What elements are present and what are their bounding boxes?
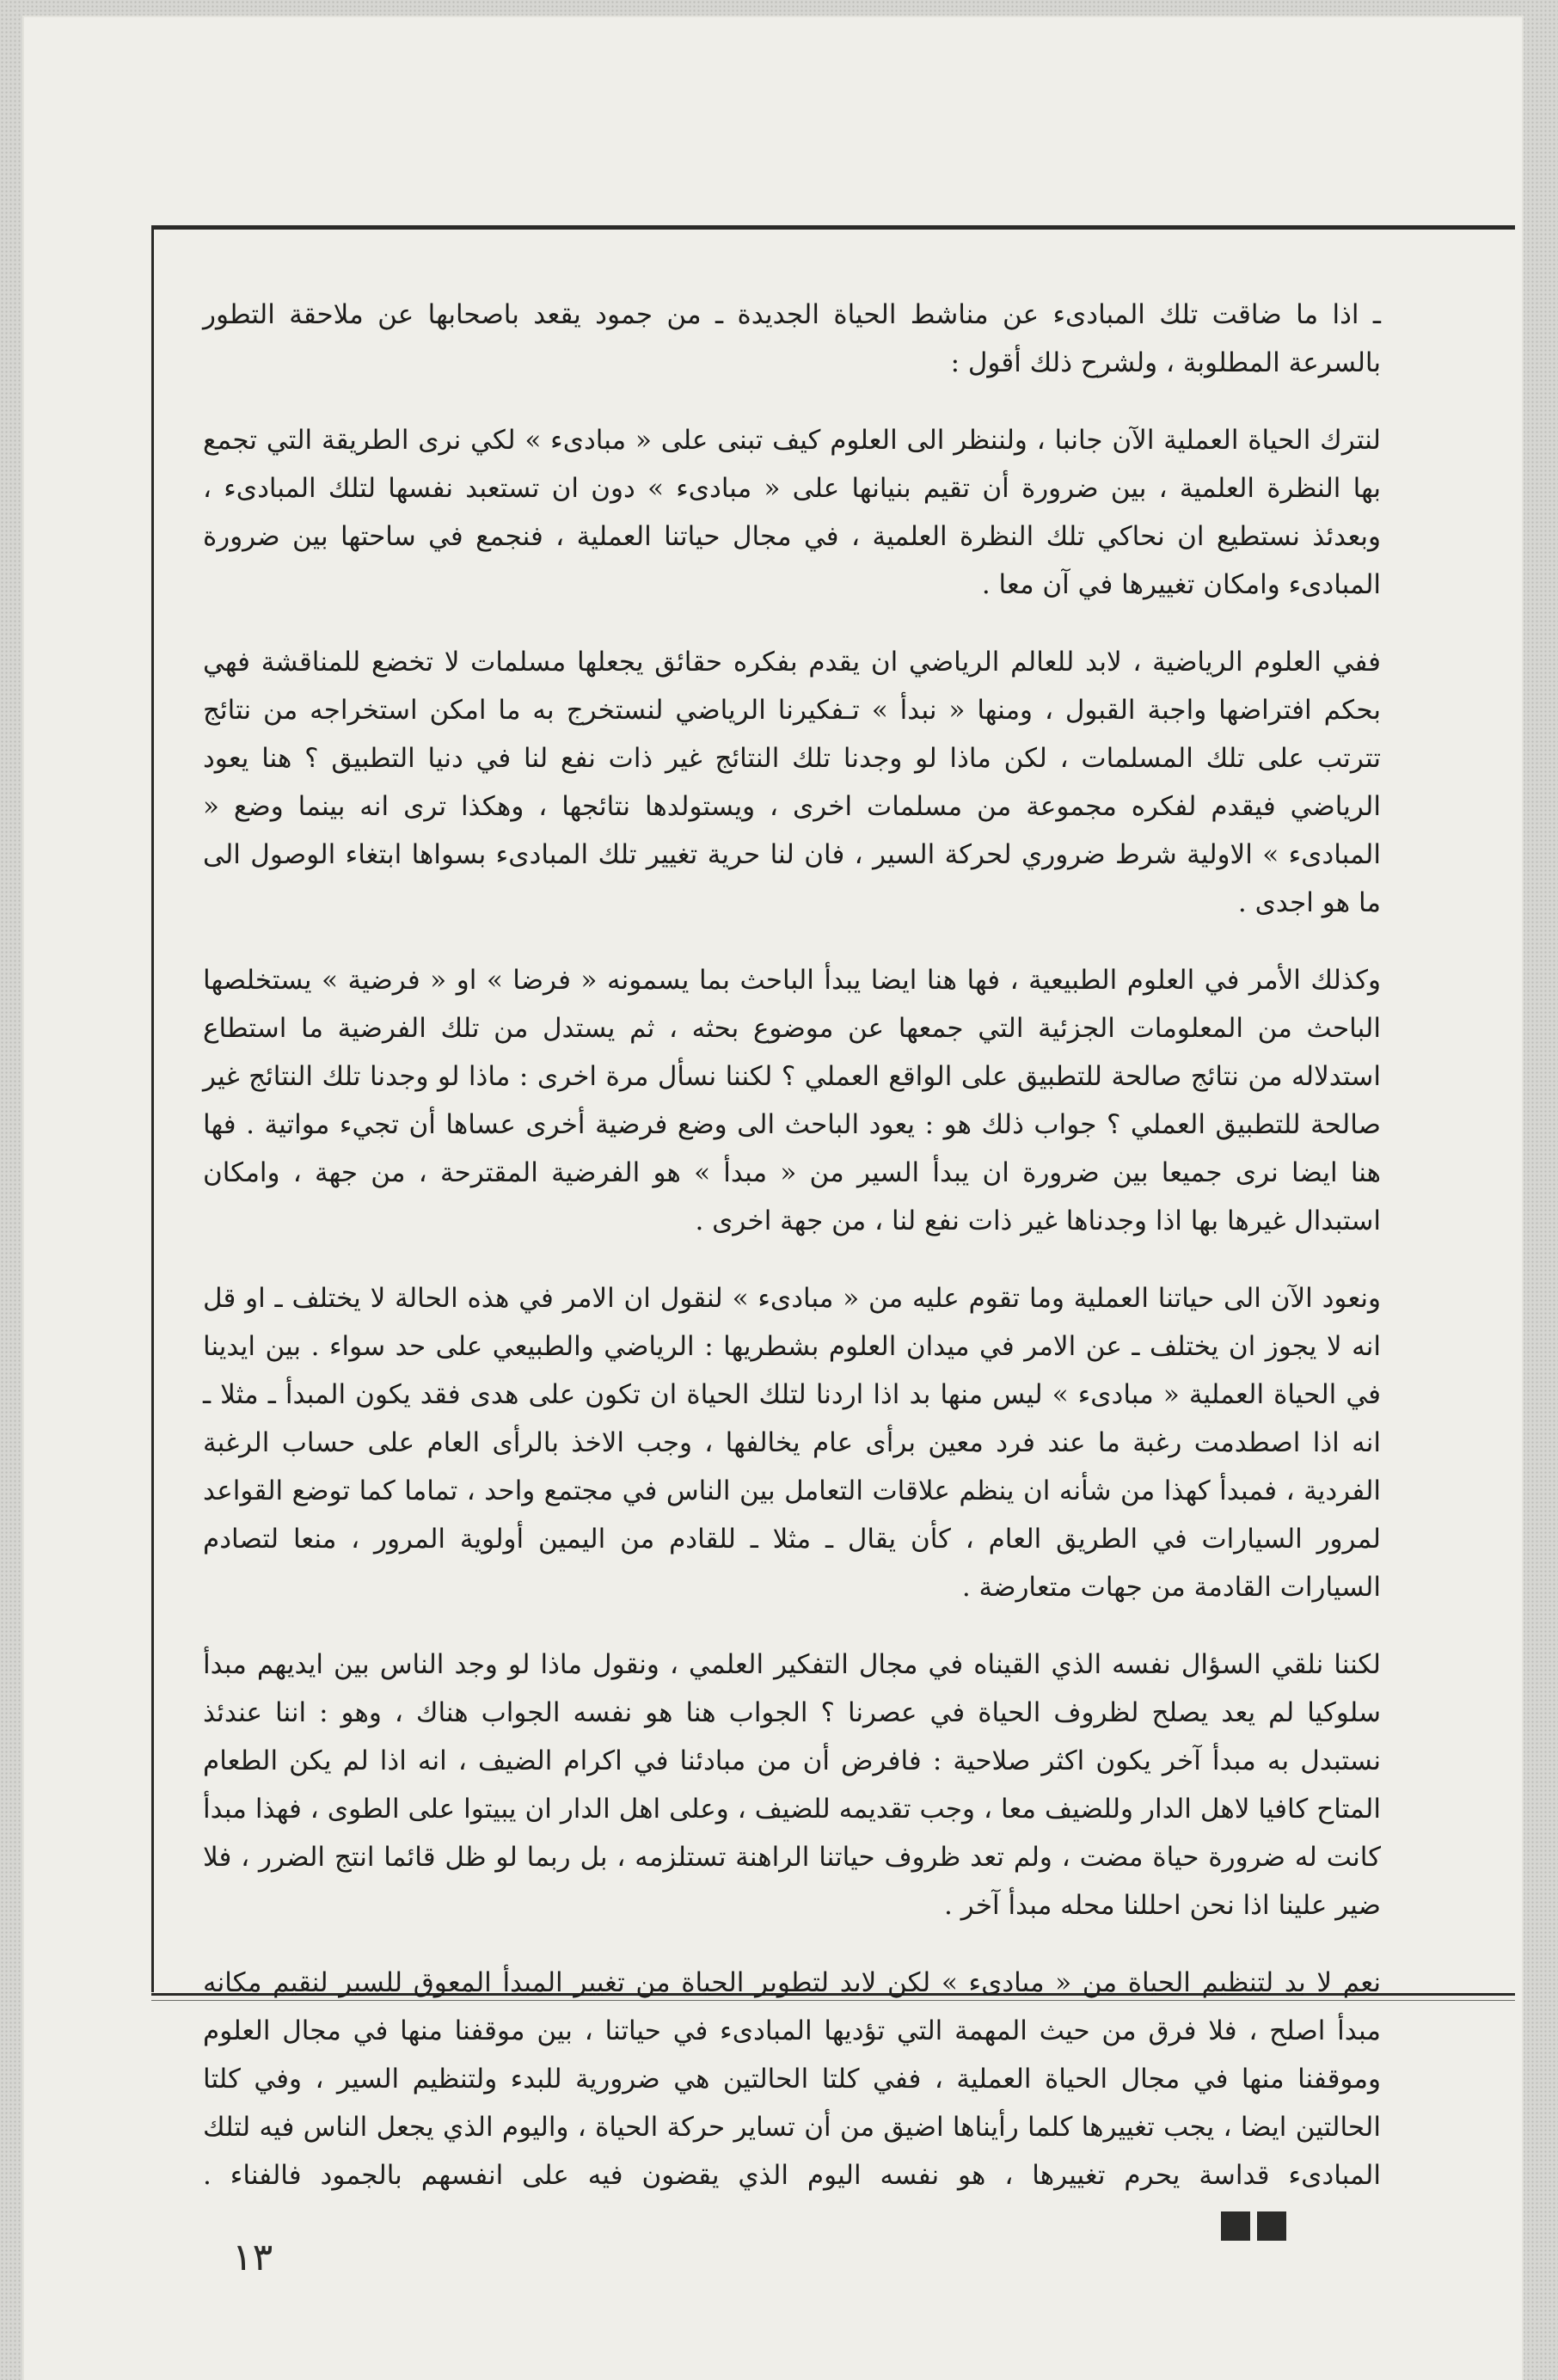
paragraph-3: ففي العلوم الرياضية ، لابد للعالم الرياضي ان يقدم بفكره حقائق يجعلها مسلمات لا تخضع للمناقشة فهي بحكم افتراضها واجبة القبول ، ومنها « نبدأ » تـفكيرنا الرياضي لنستخرج به ما امكن استخراجه من نتائج تترتب على تلك المسلمات ، لكن ماذا لو وجدنا تلك النتائج غير ذات نفع لنا في دنيا التطبيق ؟ هنا يعود الرياضي فيقدم لفكره مجموعة من مسلمات اخرى ، ويستولدها نتائجها ، وهكذا ترى انه بينما وضع « المبادىء » الاولية شرط ضروري لحركة السير ، فان لنا حرية تغيير تلك المبادىء بسواها ابتغاء الوصول الى ما هو اجدى . bbox=[203, 647, 1381, 918]
paragraph-7 bbox=[203, 1959, 1381, 2249]
article-body bbox=[203, 291, 1381, 2191]
paragraph-7-text: نعم لا بد لتنظيم الحياة من « مبادىء » لكن لابد لتطوير الحياة من تغيير المبدأ المعوق للسير لنقيم مكانه مبدأ اصلح ، فلا فرق من حيث المهمة التي تؤديها المبادىء في حياتنا ، بين موقفنا منها في مجال العلوم وموقفنا منها في مجال الحياة العملية ، ففي كلتا الحالتين هي ضرورية للبدء ولتنظيم السير ، وفي كلتا الحالتين ايضا ، يجب تغييرها كلما رأيناها اضيق من أن تساير حركة الحياة ، واليوم الذي يجعل الناس فيه لتلك المبادىء قداسة يحرم تغييرها ، هو نفسه اليوم الذي يقضون فيه على انفسهم بالجمود فالفناء . bbox=[203, 1967, 1381, 2191]
paragraph-4: وكذلك الأمر في العلوم الطبيعية ، فها هنا ايضا يبدأ الباحث بما يسمونه « فرضا » او « فرضية » يستخلصها الباحث من المعلومات الجزئية التي جمعها عن موضوع بحثه ، ثم يستدل من تلك الفرضية ما استطاع استدلاله من نتائج صالحة للتطبيق على الواقع العملي ؟ لكننا نسأل مرة اخرى : ماذا لو وجدنا تلك النتائج غير صالحة للتطبيق العملي ؟ جواب ذلك هو : يعود الباحث الى وضع فرضية أخرى عساها أن تجيء مواتية . فها هنا ايضا نرى جميعا بين ضرورة ان يبدأ السير من « مبدأ » هو الفرضية المقترحة ، من جهة ، وامكان استبدال غيرها بها اذا وجدناها غير ذات نفع لنا ، من جهة اخرى . bbox=[203, 965, 1381, 1236]
end-of-article-mark-icon bbox=[1214, 2201, 1286, 2249]
paragraph-1: ـ اذا ما ضاقت تلك المبادىء عن مناشط الحياة الجديدة ـ من جمود يقعد باصحابها عن ملاحقة التطور بالسرعة المطلوبة ، ولشرح ذلك أقول : bbox=[203, 299, 1381, 378]
page-number: ١٣ bbox=[232, 2236, 273, 2279]
paragraph-6: لكننا نلقي السؤال نفسه الذي القيناه في مجال التفكير العلمي ، ونقول ماذا لو وجد الناس بين ايديهم مبدأ سلوكيا لم يعد يصلح لظروف الحياة في عصرنا ؟ الجواب هنا هو نفسه الجواب هناك ، وهو : اننا عندئذ نستبدل به مبدأ آخر يكون اكثر صلاحية : فافرض أن من مبادئنا في اكرام الضيف ، انه اذا لم يكن الطعام المتاح كافيا لاهل الدار وللضيف معا ، وجب تقديمه للضيف ، وعلى اهل الدار ان يبيتوا على الطوى ، فهذا مبدأ كانت له ضرورة حياة مضت ، ولم تعد ظروف حياتنا الراهنة تستلزمه ، بل ربما لو ظل قائما انتج الضرر ، فلا ضير علينا اذا نحن احللنا محله مبدأ آخر . bbox=[203, 1649, 1381, 1921]
paragraph-2: لنترك الحياة العملية الآن جانبا ، ولننظر الى العلوم كيف تبنى على « مبادىء » لكي نرى الطريقة التي تجمع بها النظرة العلمية ، بين ضرورة أن تقيم بنيانها على « مبادىء » دون ان تستعبد نفسها لتلك المبادىء ، وبعدئذ نستطيع ان نحاكي تلك النظرة العلمية ، في مجال حياتنا العملية ، فنجمع في ساحتها بين ضرورة المبادىء وامكان تغييرها في آن معا . bbox=[203, 425, 1381, 600]
paragraph-5: ونعود الآن الى حياتنا العملية وما تقوم عليه من « مبادىء » لنقول ان الامر في هذه الحالة لا يختلف ـ او قل انه لا يجوز ان يختلف ـ عن الامر في ميدان العلوم بشطريها : الرياضي والطبيعي على حد سواء . بين ايدينا في الحياة العملية « مبادىء » ليس منها بد اذا اردنا لتلك الحياة ان تكون على هدى فقد يكون المبدأ ـ مثلا ـ انه اذا اصطدمت رغبة ما عند فرد معين برأى عام يخالفها ، وجب الاخذ بالرأى العام على حساب الرغبة الفردية ، فمبدأ كهذا من شأنه ان ينظم علاقات التعامل بين الناس في مجتمع واحد ، تماما كما توضع القواعد لمرور السيارات في الطريق العام ، كأن يقال ـ مثلا ـ للقادم من اليمين أولوية المرور ، منعا لتصادم السيارات القادمة من جهات متعارضة . bbox=[203, 1283, 1381, 1603]
